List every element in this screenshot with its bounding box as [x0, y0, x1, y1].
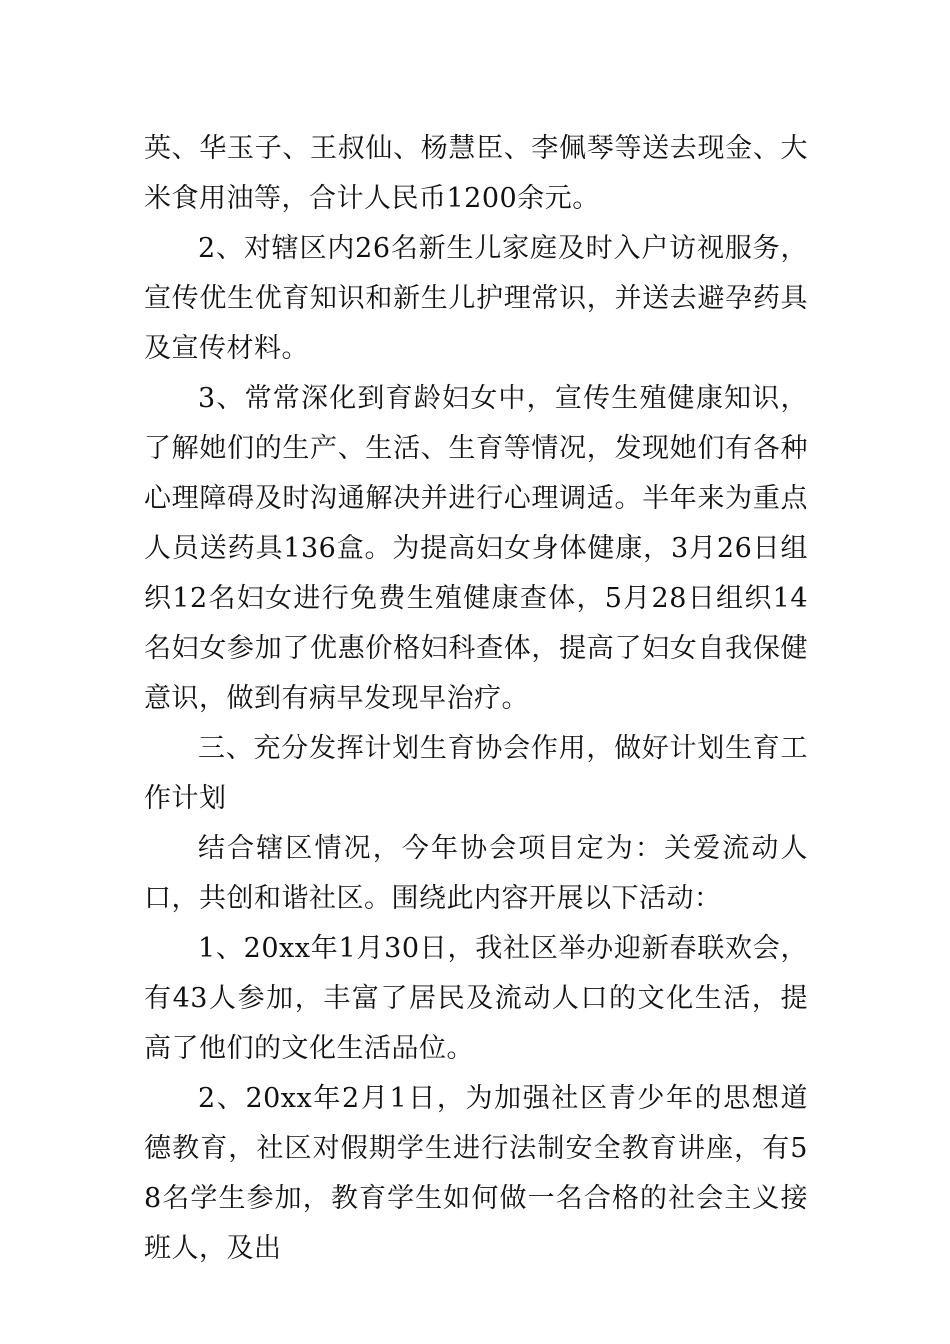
paragraph-1: 英、华玉子、王叔仙、杨慧臣、李佩琴等送去现金、大米食用油等，合计人民币1200余元。: [144, 133, 808, 214]
section-heading-3: 三、充分发挥计划生育协会作用，做好计划生育工作计划: [144, 733, 808, 814]
paragraph-5: 结合辖区情况，今年协会项目定为：关爱流动人口，共创和谐社区。围绕此内容开展以下活动：: [144, 833, 808, 914]
paragraph-2: 2、对辖区内26名新生儿家庭及时入户访视服务，宣传优生优育知识和新生儿护理常识，并送去避孕药具及宣传材料。: [144, 233, 808, 364]
paragraph-3: 3、常常深化到育龄妇女中，宣传生殖健康知识，了解她们的生产、生活、生育等情况，发现她们有各种心理障碍及时沟通解决并进行心理调适。半年来为重点人员送药具136盒。为提高妇女身体健康，3月26日组织12名妇女进行免费生殖健康查体，5月28日组织14名妇女参加了优惠价格妇科查体，提高了妇女自我保健意识，做到有病早发现早治疗。: [144, 383, 808, 714]
paragraph-6: 1、20xx年1月30日，我社区举办迎新春联欢会，有43人参加，丰富了居民及流动人口的文化生活，提高了他们的文化生活品位。: [144, 933, 808, 1064]
paragraph-7: 2、20xx年2月1日，为加强社区青少年的思想道德教育，社区对假期学生进行法制安全教育讲座，有58名学生参加，教育学生如何做一名合格的社会主义接班人，及出: [144, 1083, 808, 1264]
document-body: [144, 124, 808, 1274]
